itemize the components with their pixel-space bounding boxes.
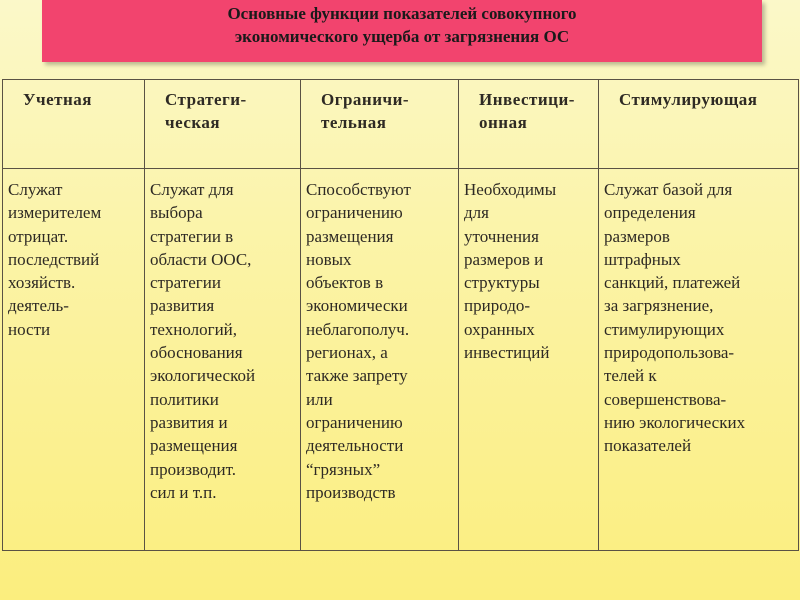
cell-text-line: также запрету <box>306 366 408 386</box>
cell-text-line: нию экологических <box>604 412 746 432</box>
cell-text-line: экологической <box>150 366 256 386</box>
header-text-line: онная <box>479 113 528 132</box>
cell-text-line: последствий <box>8 249 100 269</box>
cell-text-line: деятель- <box>8 296 69 316</box>
title-line-2: экономического ущерба от загрязнения ОС <box>234 27 570 46</box>
cell-text-line: за загрязнение, <box>604 296 714 316</box>
body-row <box>3 169 799 551</box>
cell-text-line: Необходимы <box>464 180 557 199</box>
cell-text-line: ограничению <box>306 412 403 432</box>
cell-text-line: Служат базой для <box>604 180 733 199</box>
cell-text-line: Служат для <box>150 180 234 199</box>
cell-text-line: технологий, <box>150 319 238 339</box>
body-cell-investment <box>459 169 599 551</box>
cell-text-line: совершенствова- <box>604 389 727 409</box>
cell-text-line: производств <box>306 482 396 502</box>
cell-text-line: стимулирующих <box>604 319 725 339</box>
cell-text-line: регионах, а <box>306 343 388 363</box>
cell-text-line: ности <box>8 319 51 339</box>
header-cell-stimulating <box>599 80 799 169</box>
cell-text-line: обоснования <box>150 343 243 363</box>
cell-text-line: размеров и <box>464 249 544 269</box>
cell-text-line: объектов в <box>306 273 384 293</box>
header-text-line: Инвестици- <box>479 90 575 109</box>
header-text-line: тельная <box>321 113 387 132</box>
body-cell-stimulating <box>599 169 799 551</box>
cell-text-line: уточнения <box>464 226 539 246</box>
cell-text-line: экономически <box>306 296 408 316</box>
header-cell-restrictive <box>301 80 459 169</box>
header-cell-investment <box>459 80 599 169</box>
cell-text-line: развития и <box>150 412 228 432</box>
cell-text-line: для <box>464 203 489 223</box>
cell-text-line: Способствуют <box>306 180 411 199</box>
cell-text-line: развития <box>150 296 215 316</box>
cell-text-line: инвестиций <box>464 343 550 363</box>
cell-text-line: области ООС, <box>150 249 252 269</box>
cell-text-line: или <box>306 389 333 409</box>
cell-text-line: штрафных <box>604 249 681 269</box>
cell-text-line: санкций, платежей <box>604 273 741 293</box>
functions-table <box>2 79 799 551</box>
cell-text-line: измерителем <box>8 203 102 223</box>
header-row <box>3 80 799 169</box>
cell-text-line: размещения <box>150 436 238 456</box>
cell-text-line: стратегии <box>150 273 221 293</box>
cell-text-line: новых <box>306 249 352 269</box>
cell-text-line: Служат <box>8 180 63 199</box>
title-line-1: Основные функции показателей совокупного <box>227 4 577 23</box>
body-cell-strategic <box>145 169 301 551</box>
header-text-line: Учетная <box>23 90 92 109</box>
cell-text-line: выбора <box>150 203 203 223</box>
cell-text-line: ограничению <box>306 203 403 223</box>
cell-text-line: деятельности <box>306 436 404 456</box>
header-text-line: Ограничи- <box>321 90 410 109</box>
header-cell-accounting <box>3 80 145 169</box>
cell-text-line: структуры <box>464 273 540 293</box>
title-banner <box>42 0 762 62</box>
header-text-line: ческая <box>165 113 221 132</box>
cell-text-line: политики <box>150 389 219 409</box>
cell-text-line: природопользова- <box>604 343 735 363</box>
header-cell-strategic <box>145 80 301 169</box>
cell-text-line: стратегии в <box>150 226 234 246</box>
header-text-line: Стимулирующая <box>619 90 758 109</box>
cell-text-line: сил и т.п. <box>150 482 217 502</box>
cell-text-line: “грязных” <box>306 459 381 479</box>
cell-text-line: неблагополуч. <box>306 319 410 339</box>
cell-text-line: отрицат. <box>8 226 69 246</box>
cell-text-line: размещения <box>306 226 394 246</box>
body-cell-accounting <box>3 169 145 551</box>
cell-text-line: охранных <box>464 319 535 339</box>
header-text-line: Стратеги- <box>165 90 247 109</box>
cell-text-line: размеров <box>604 226 670 246</box>
cell-text-line: природо- <box>464 296 531 316</box>
cell-text-line: показателей <box>604 436 692 456</box>
cell-text-line: хозяйств. <box>8 273 76 293</box>
body-cell-restrictive <box>301 169 459 551</box>
cell-text-line: телей к <box>604 366 657 386</box>
cell-text-line: производит. <box>150 459 236 479</box>
cell-text-line: определения <box>604 203 696 223</box>
slide-title <box>42 0 762 48</box>
